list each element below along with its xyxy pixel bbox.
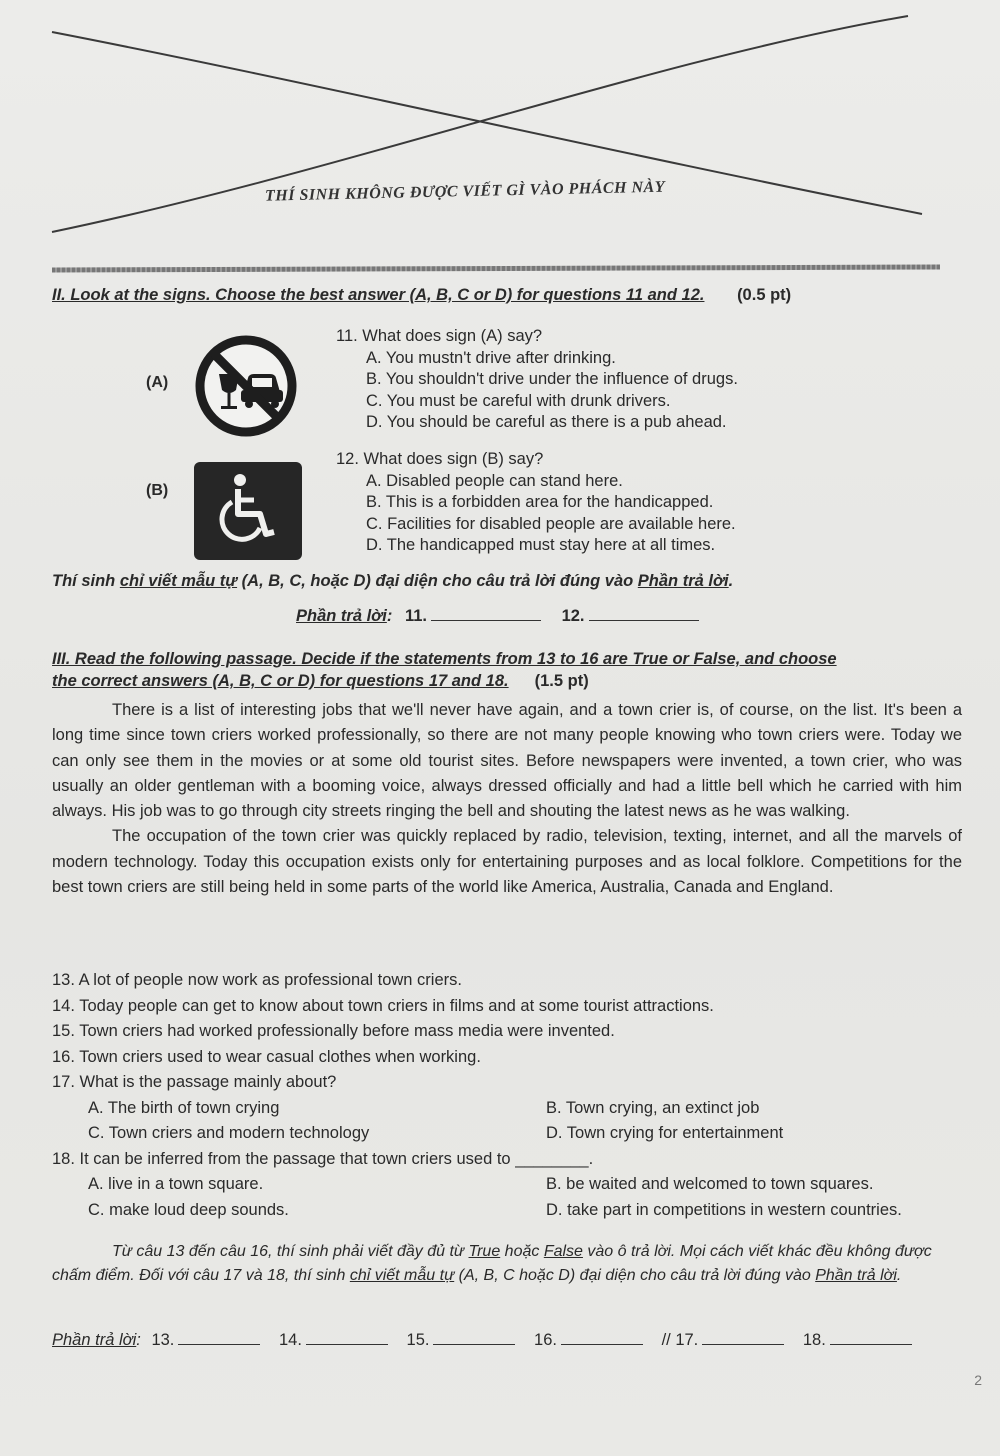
sign-a-label: (A) <box>146 374 169 391</box>
answer-15-blank[interactable] <box>433 1330 515 1345</box>
q17-option-a: A. The birth of town crying <box>88 1098 280 1117</box>
answer-12-label: 12. <box>561 607 585 625</box>
q17-options-row1 <box>52 1096 962 1122</box>
q17-option-b: B. Town crying, an extinct job <box>546 1098 760 1117</box>
note-false: False <box>543 1243 583 1260</box>
question-18 <box>52 1147 962 1173</box>
instruction-text-mid: (A, B, C, hoặc D) đại diện cho câu trả lời đúng vào <box>237 572 638 590</box>
phach-notice: THÍ SINH KHÔNG ĐƯỢC VIẾT GÌ VÀO PHÁCH NÀY <box>264 178 666 205</box>
answer-13-label: 13. <box>151 1331 175 1349</box>
note-end: . <box>896 1267 902 1284</box>
answer-17-blank[interactable] <box>702 1330 784 1345</box>
answer-14-blank[interactable] <box>306 1330 388 1345</box>
q11-option-b: B. You shouldn't drive under the influence of drugs. <box>366 370 738 388</box>
note-text-2: hoặc <box>500 1243 544 1260</box>
passage-paragraph-2: The occupation of the town crier was quickly replaced by radio, television, texting, internet, and all the marvels of modern technology. Today this occupation exists only for entertaining purposes and as local folklore. Competitions for the best town criers are still being held in some parts of the world like America, Australia, Canada and England. <box>52 827 962 897</box>
answer-16-label: 16. <box>534 1331 557 1349</box>
section3-heading <box>52 648 967 692</box>
question-12-stem: 12. What does sign (B) say? <box>336 450 544 468</box>
q12-option-b: B. This is a forbidden area for the handicapped. <box>366 493 714 511</box>
q11-option-d: D. You should be careful as there is a pub ahead. <box>366 413 727 431</box>
reading-passage <box>52 698 962 900</box>
section2-title: II. Look at the signs. Choose the best answer (A, B, C or D) for questions 11 and 12. <box>52 286 705 304</box>
section2-points: (0.5 pt) <box>737 286 792 304</box>
answer-15-label: 15. <box>406 1331 430 1349</box>
question-11-stem: 11. What does sign (A) say? <box>336 327 543 345</box>
note-true: True <box>468 1243 501 1260</box>
sign-b-label: (B) <box>146 482 169 499</box>
q12-option-d: D. The handicapped must stay here at all times. <box>366 536 716 554</box>
instruction-text: Thí sinh <box>52 572 120 590</box>
answer-11-label: 11. <box>404 607 427 625</box>
answer-11-blank[interactable] <box>431 606 541 621</box>
answer-label: Phần trả lời <box>296 607 387 625</box>
instruction-underlined: chỉ viết mẫu tự <box>119 572 238 590</box>
statement-13: 13. A lot of people now work as professional town criers. <box>52 971 462 989</box>
section3-answer-row <box>52 1330 912 1350</box>
q18-options-row2 <box>52 1198 962 1224</box>
note-underlined: chỉ viết mẫu tự <box>349 1267 455 1284</box>
statement-14: 14. Today people can get to know about town criers in films and at some tourist attractions. <box>52 996 714 1015</box>
q17-option-d: D. Town crying for entertainment <box>546 1124 784 1142</box>
q11-option-a: A. You mustn't drive after drinking. <box>366 348 616 367</box>
q18-option-c: C. make loud deep sounds. <box>88 1200 289 1219</box>
answer-18-blank[interactable] <box>830 1330 912 1345</box>
answer-16-blank[interactable] <box>561 1330 643 1345</box>
section2-answer-row <box>296 606 699 626</box>
phach-cross-lines <box>0 0 1000 270</box>
final-answer-label: Phần trả lời <box>52 1331 137 1349</box>
passage-paragraph-1: There is a list of interesting jobs that we'll never have again, and a town crier is, of course, on the list. It's been a long time since town criers worked professionally, so there are not many people knowing who town criers were. Today we can only see them in the movies or at some old tourist sites. Before newspapers were invented, a town crier, who was usually an older gentleman with a booming voice, always dressed officially and had a little bell which he carried with him always. His job was to go through city streets ringing the bell and shouting the latest news as he was walking. <box>52 701 962 821</box>
q11-option-c: C. You must be careful with drunk drivers. <box>366 391 671 410</box>
true-false-statements <box>52 968 962 1223</box>
page-number: 2 <box>974 1372 982 1388</box>
question-11 <box>336 326 738 434</box>
section2-heading <box>52 286 791 305</box>
section3-title-line2: the correct answers (A, B, C or D) for questions 17 and 18. <box>52 672 509 690</box>
q17-option-c: C. Town criers and modern technology <box>88 1124 370 1142</box>
section3-points: (1.5 pt) <box>534 672 589 690</box>
wheelchair-sign-icon <box>194 462 302 560</box>
note-answer-ref: Phần trả lời <box>815 1267 897 1284</box>
no-drink-drive-sign-icon <box>192 332 300 440</box>
statement-15: 15. Town criers had worked professionally before mass media were invented. <box>52 1022 615 1040</box>
question-18-stem: 18. It can be inferred from the passage that town criers used to <box>52 1149 511 1168</box>
note-text-4: (A, B, C hoặc D) đại diện cho câu trả lời đúng vào <box>454 1267 816 1284</box>
statement-16: 16. Town criers used to wear casual clothes when working. <box>52 1047 481 1066</box>
answer-13-blank[interactable] <box>178 1330 260 1345</box>
answer-18-label: 18. <box>802 1331 826 1349</box>
answer-17-label: // 17. <box>661 1331 699 1349</box>
instruction-end: . <box>728 572 734 590</box>
question-17-stem: 17. What is the passage mainly about? <box>52 1073 337 1091</box>
q18-option-a: A. live in a town square. <box>88 1175 264 1193</box>
instruction-answer-ref: Phần trả lời <box>637 572 729 590</box>
q12-option-a: A. Disabled people can stand here. <box>366 471 623 490</box>
q18-option-d: D. take part in competitions in western countries. <box>546 1200 902 1219</box>
section2-instruction <box>52 572 733 591</box>
section3-title-line1: III. Read the following passage. Decide if the statements from 13 to 16 are True or False, and choose <box>52 650 837 668</box>
answer-colon: : <box>386 607 393 625</box>
q18-option-b: B. be waited and welcomed to town squares. <box>546 1175 874 1193</box>
q17-options-row2 <box>52 1121 962 1147</box>
question-12 <box>336 449 736 557</box>
final-answer-colon: : <box>136 1331 141 1349</box>
answer-12-blank[interactable] <box>589 606 699 621</box>
note-text-3: vào ô trả lời. Mọi cách viết khác đều không được chấm điểm. Đối với câu 17 và 18, thí sinh <box>52 1243 932 1284</box>
note-text-1: Từ câu 13 đến câu 16, thí sinh phải viết đầy đủ từ <box>112 1243 469 1260</box>
q12-option-c: C. Facilities for disabled people are available here. <box>366 514 736 533</box>
answer-14-label: 14. <box>278 1331 302 1349</box>
section3-instruction <box>52 1240 962 1288</box>
q18-options-row1 <box>52 1172 962 1198</box>
question-18-blank: ________. <box>515 1149 594 1168</box>
